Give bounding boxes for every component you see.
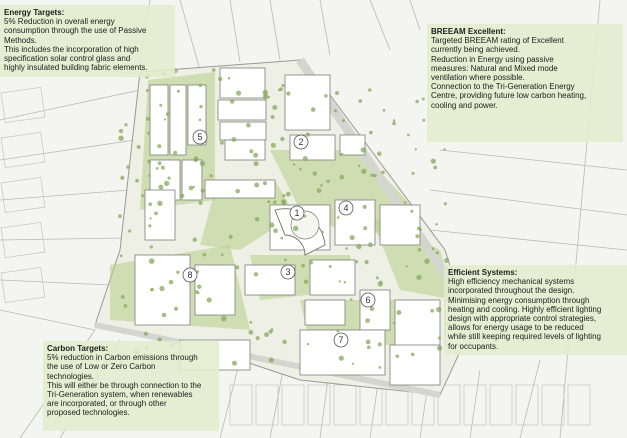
- street-line: [270, 0, 280, 60]
- tree: [358, 99, 362, 103]
- tree: [306, 133, 310, 137]
- tree: [320, 184, 323, 187]
- house-block: [1, 177, 45, 212]
- tree: [378, 281, 383, 286]
- building: [380, 205, 420, 245]
- terrace-block: [282, 385, 304, 425]
- tree: [158, 161, 162, 165]
- tree: [263, 90, 269, 96]
- tree: [431, 159, 436, 164]
- energy-targets-line: 5% Reduction in overall energy: [4, 17, 115, 27]
- house-block: [1, 267, 45, 302]
- tree: [154, 212, 158, 216]
- tree: [118, 136, 123, 141]
- tree: [418, 248, 422, 252]
- terrace-block: [568, 385, 590, 425]
- tree: [212, 68, 216, 72]
- tree: [128, 229, 131, 232]
- street-line: [180, 0, 200, 70]
- street-line: [470, 370, 480, 438]
- tree: [269, 358, 274, 363]
- tree: [436, 251, 439, 254]
- tree: [443, 148, 446, 151]
- tree: [144, 332, 148, 336]
- building: [195, 265, 235, 315]
- tree: [344, 281, 346, 283]
- tree: [339, 175, 344, 180]
- tree: [267, 200, 270, 203]
- tree: [124, 304, 128, 308]
- tree: [151, 288, 154, 291]
- tree: [166, 112, 169, 115]
- breeam-line: measures: Natural and Mixed mode: [431, 63, 558, 73]
- tree: [236, 91, 241, 96]
- building: [225, 140, 265, 160]
- tree: [406, 265, 408, 267]
- tree: [293, 226, 298, 231]
- efficient-systems-title: Efficient Systems:: [448, 268, 518, 277]
- tree: [356, 244, 361, 249]
- efficient-line: allows for energy usage to be reduced: [448, 323, 584, 333]
- tree: [177, 90, 180, 93]
- carbon-line: the use of Low or Zero Carbon: [47, 362, 156, 372]
- tree: [307, 343, 309, 345]
- tree: [263, 181, 267, 185]
- plot-marker-label: 8: [187, 270, 193, 280]
- tree: [221, 316, 227, 322]
- tree: [378, 366, 381, 369]
- tree: [393, 322, 396, 325]
- tree: [286, 192, 291, 197]
- tree: [369, 131, 373, 135]
- tree: [159, 104, 162, 107]
- carbon-targets-title: Carbon Targets:: [47, 344, 109, 353]
- tree: [162, 313, 167, 318]
- tree: [272, 105, 277, 110]
- house-block: [1, 132, 45, 167]
- tree: [194, 159, 198, 163]
- tree: [269, 222, 274, 227]
- plot-marker-label: 4: [343, 203, 349, 213]
- tree: [381, 171, 385, 175]
- tree: [271, 115, 275, 119]
- tree: [209, 174, 212, 177]
- breeam-line: Connection to the Tri-Generation Energy: [431, 82, 575, 92]
- tree: [280, 137, 284, 141]
- tree: [424, 259, 429, 264]
- plot-marker-label: 1: [294, 208, 300, 218]
- plot-marker-label: 5: [197, 132, 203, 142]
- tree: [416, 275, 421, 280]
- building: [220, 122, 266, 140]
- tree: [404, 201, 407, 204]
- tree: [432, 247, 435, 250]
- tree: [378, 342, 382, 346]
- tree: [433, 166, 437, 170]
- tree: [334, 109, 337, 112]
- building: [145, 190, 175, 240]
- energy-targets-line: highly insulated building fabric elements.: [4, 63, 148, 73]
- tree: [415, 148, 417, 150]
- tree: [367, 346, 371, 350]
- tree: [282, 201, 286, 205]
- tree: [370, 174, 373, 177]
- tree: [339, 356, 344, 361]
- tree: [363, 205, 367, 209]
- tree: [200, 161, 205, 166]
- street-line: [430, 190, 627, 215]
- tree: [436, 307, 441, 312]
- tree: [271, 328, 274, 331]
- building: [218, 100, 266, 120]
- tree: [326, 180, 329, 183]
- tree: [164, 118, 166, 120]
- tree: [201, 189, 205, 193]
- tree: [415, 234, 419, 238]
- building: [182, 160, 202, 200]
- terrace-block: [360, 385, 382, 425]
- tree: [120, 255, 123, 258]
- efficient-line: Minimising energy consumption through: [448, 295, 590, 305]
- tree: [304, 280, 309, 285]
- tree: [311, 107, 316, 112]
- tree: [197, 285, 201, 289]
- tree: [157, 201, 162, 206]
- tree: [137, 145, 141, 149]
- tree: [254, 161, 259, 166]
- tree: [438, 336, 441, 339]
- tree: [199, 105, 202, 108]
- tree: [228, 77, 231, 80]
- tree: [126, 165, 130, 169]
- tree: [156, 167, 159, 170]
- tree: [121, 295, 125, 299]
- tree: [444, 202, 447, 205]
- tree: [396, 354, 400, 358]
- tree: [168, 177, 171, 180]
- street-line: [520, 360, 540, 438]
- tree: [361, 147, 366, 152]
- tree: [422, 98, 425, 101]
- energy-targets-line: specification solar control glass and: [4, 54, 131, 64]
- building: [305, 300, 345, 325]
- tree: [309, 261, 313, 265]
- tree: [412, 172, 415, 175]
- tree: [342, 119, 345, 122]
- breeam-excellent-panel: [427, 24, 623, 142]
- tree: [282, 340, 287, 345]
- efficient-systems-panel: [444, 265, 627, 355]
- tree: [337, 216, 340, 219]
- tree: [254, 183, 259, 188]
- tree: [361, 169, 366, 174]
- street-line: [0, 310, 95, 330]
- tree: [373, 174, 377, 178]
- tree: [335, 91, 339, 95]
- tree: [159, 286, 164, 291]
- street-line: [430, 230, 627, 250]
- tree: [271, 143, 276, 148]
- tree: [299, 168, 302, 171]
- tree: [363, 226, 367, 230]
- plot-marker-label: 6: [365, 295, 371, 305]
- tree: [218, 77, 222, 81]
- tree: [336, 329, 339, 332]
- tree: [365, 318, 370, 323]
- tree: [118, 214, 122, 218]
- tree: [339, 280, 341, 282]
- tree: [273, 200, 277, 204]
- breeam-line: Reduction in Energy using passive: [431, 54, 554, 64]
- tree: [192, 186, 195, 189]
- plot-marker-label: 3: [285, 267, 291, 277]
- tree: [430, 309, 434, 313]
- tree: [120, 176, 124, 180]
- tree: [317, 188, 322, 193]
- plot-marker-label: 7: [338, 335, 344, 345]
- terrace-block: [256, 385, 278, 425]
- carbon-line: technologies.: [47, 371, 95, 381]
- terrace-block: [230, 385, 252, 425]
- tree: [278, 89, 281, 92]
- tree: [199, 201, 203, 205]
- carbon-line: This will either be through connection to the: [47, 380, 202, 390]
- tree: [253, 153, 258, 158]
- tree: [157, 144, 161, 148]
- street-line: [230, 0, 240, 62]
- tree: [355, 260, 358, 263]
- tree: [293, 163, 295, 165]
- tree: [329, 265, 332, 268]
- tree: [273, 228, 278, 233]
- tree: [202, 253, 206, 257]
- tree: [422, 119, 425, 122]
- tree: [410, 210, 413, 213]
- tree: [148, 202, 152, 206]
- carbon-line: proposed technologies.: [47, 408, 130, 418]
- tree: [370, 307, 375, 312]
- carbon-line: are incorporated, or through other: [47, 399, 167, 409]
- tree: [255, 217, 260, 222]
- tree: [350, 235, 355, 240]
- tree: [235, 189, 240, 194]
- tree: [350, 298, 353, 301]
- efficient-line: heating and cooling. Highly efficient lighting: [448, 304, 602, 314]
- tree: [195, 290, 198, 293]
- tree: [383, 109, 386, 112]
- tree: [368, 242, 373, 247]
- street-line: [0, 238, 125, 240]
- breeam-excellent-title: BREEAM Excellent:: [431, 27, 506, 36]
- tree: [313, 171, 317, 175]
- efficient-line: High efficiency mechanical systems: [448, 277, 575, 287]
- tree: [396, 310, 401, 315]
- tree: [249, 321, 252, 324]
- tree: [249, 330, 254, 335]
- building: [395, 300, 440, 350]
- breeam-line: currently being achieved.: [431, 45, 520, 55]
- tree: [303, 156, 308, 161]
- efficient-line: for occupants.: [448, 341, 499, 351]
- energy-targets-line: This includes the incorporation of high: [4, 44, 139, 54]
- tree: [366, 340, 371, 345]
- tree: [149, 258, 155, 264]
- plot-marker-label: 2: [298, 137, 304, 147]
- tree: [119, 129, 123, 133]
- tree: [256, 336, 260, 340]
- house-block: [1, 87, 45, 122]
- street-line: [320, 0, 330, 55]
- tree: [407, 134, 410, 137]
- tree: [164, 181, 169, 186]
- tree: [392, 122, 396, 126]
- tree: [419, 228, 422, 231]
- tree: [169, 280, 174, 285]
- street-line: [0, 190, 130, 200]
- tree: [161, 166, 165, 170]
- tree: [365, 260, 369, 264]
- breeam-line: cooling and power.: [431, 100, 498, 110]
- tree: [377, 151, 382, 156]
- tree: [146, 89, 149, 92]
- tree: [158, 185, 163, 190]
- tree: [324, 94, 328, 98]
- tree: [435, 223, 438, 226]
- tree: [149, 217, 151, 219]
- terrace-block: [334, 385, 356, 425]
- tree: [249, 149, 253, 153]
- tree: [321, 231, 324, 234]
- tree: [124, 123, 127, 126]
- tree: [411, 353, 415, 357]
- street-line: [410, 0, 420, 30]
- tree: [340, 153, 343, 156]
- tree: [148, 175, 151, 178]
- tree: [174, 307, 178, 311]
- tree: [282, 194, 285, 197]
- tree: [281, 84, 284, 87]
- terrace-block: [490, 385, 512, 425]
- tree: [415, 100, 419, 104]
- tree: [254, 272, 258, 276]
- street-line: [0, 140, 135, 160]
- tree: [141, 194, 144, 197]
- street-line: [440, 150, 627, 170]
- building: [170, 85, 186, 155]
- tree: [147, 132, 150, 135]
- tree: [146, 117, 150, 121]
- tree: [286, 91, 290, 95]
- breeam-line: Targeted BREEAM rating of Excellent: [431, 36, 564, 46]
- breeam-line: ventilation where possible.: [431, 73, 525, 83]
- tree: [368, 88, 372, 92]
- tree: [148, 224, 151, 227]
- tree: [444, 258, 449, 263]
- efficient-line: while still keeping required levels of lighting: [448, 332, 601, 342]
- tree: [221, 253, 224, 256]
- tree: [193, 238, 197, 242]
- street-line: [370, 0, 390, 50]
- tree: [199, 119, 202, 122]
- tree: [345, 247, 348, 250]
- tree: [176, 271, 179, 274]
- energy-targets-title: Energy Targets:: [4, 8, 65, 17]
- building: [220, 68, 265, 98]
- tree: [284, 258, 287, 261]
- tree: [232, 137, 237, 142]
- tree: [376, 276, 379, 279]
- street-line: [0, 280, 110, 285]
- tree: [264, 332, 269, 337]
- tree: [301, 264, 305, 268]
- building: [310, 260, 355, 295]
- tree: [437, 346, 442, 351]
- carbon-targets-panel: [43, 341, 219, 431]
- building: [340, 135, 365, 155]
- breeam-line: Centre, providing future low carbon heating,: [431, 91, 587, 101]
- tree: [135, 179, 139, 183]
- efficient-line: incorporated throughout the design.: [448, 286, 575, 296]
- tree: [232, 361, 237, 366]
- building: [285, 75, 330, 130]
- tree: [246, 123, 251, 128]
- tree: [358, 165, 360, 167]
- tree: [280, 237, 283, 240]
- tree: [229, 235, 233, 239]
- building: [390, 345, 440, 385]
- tree: [180, 194, 184, 198]
- carbon-line: 5% reduction in Carbon emissions through: [47, 353, 198, 363]
- tree: [235, 265, 239, 269]
- energy-targets-line: Methods.: [4, 35, 37, 45]
- terrace-block: [516, 385, 538, 425]
- street-line: [0, 90, 140, 120]
- energy-targets-line: consumption through the use of Passive: [4, 26, 147, 36]
- carbon-line: Tri-Generation system, when renewables: [47, 390, 193, 400]
- tree: [147, 160, 151, 164]
- tree: [199, 84, 203, 88]
- tree: [207, 297, 212, 302]
- tree: [393, 119, 396, 122]
- efficient-line: design with appropriate control strategies,: [448, 314, 597, 324]
- tree: [352, 363, 354, 365]
- tree: [173, 151, 177, 155]
- tree: [230, 99, 235, 104]
- tree: [220, 141, 224, 145]
- terrace-block: [542, 385, 564, 425]
- tree: [150, 245, 153, 248]
- energy-targets-panel: [0, 5, 175, 77]
